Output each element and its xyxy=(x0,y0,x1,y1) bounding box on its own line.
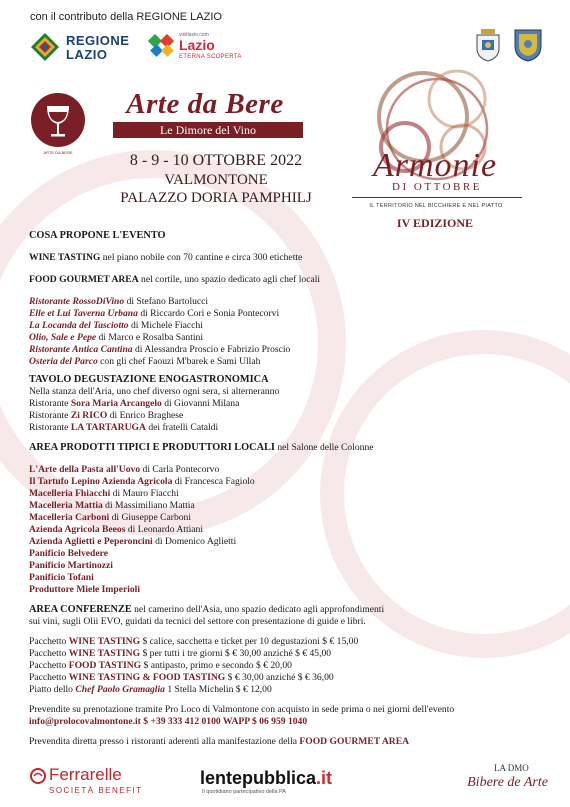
ferrarelle-swirl-icon xyxy=(30,768,46,784)
producer-owner: di Francesca Fagiolo xyxy=(172,476,255,487)
tavolo-prefix: Ristorante xyxy=(29,398,71,409)
restaurant-name: Ristorante RossoDiVino xyxy=(29,296,125,307)
lentepubblica-logo xyxy=(200,768,380,798)
producer-owner: di Carla Pontecorvo xyxy=(140,464,220,475)
producer-owner: di Giuseppe Carboni xyxy=(109,512,192,523)
producer-name: Azienda Aglietti e Peperoncini xyxy=(29,536,153,547)
producer-owner: di Mauro Fiacchi xyxy=(110,488,179,499)
tavolo-description: Nella stanza dell'Aria, uno chef diverso ogni sera, si alterneranno xyxy=(29,386,280,397)
producer-name: Azienda Agricola Beeos xyxy=(29,524,126,535)
package-detail: $ antipasto, primo e secondo $ € 20,00 xyxy=(141,660,292,671)
producer-name: L'Arte della Pasta all'Uovo xyxy=(29,464,141,475)
package-name: Chef Paolo Gramaglia xyxy=(75,684,165,695)
package-prefix: Pacchetto xyxy=(29,648,69,659)
regione-label: REGIONE xyxy=(66,33,130,48)
producer-name: Il Tartufo Lepino Azienda Agricola xyxy=(29,476,173,487)
area-conferenze-text: nel camerino dell'Asia, uno spazio dedicato agli approfondimenti xyxy=(131,604,385,615)
palazzo-crest-icon xyxy=(513,28,543,62)
restaurant-row xyxy=(29,296,208,308)
armonie-sub: DI OTTOBRE xyxy=(392,181,482,193)
event-dates: 8 - 9 - 10 OTTOBRE 2022 xyxy=(129,152,303,169)
package-name: FOOD TASTING xyxy=(68,660,142,671)
prevendite-info: Prevendite su prenotazione tramite Pro Loco di Valmontone con acquisto in sede prima o nei giorni dell'evento xyxy=(29,704,455,715)
restaurant-owner: con gli chef Faouzi M'barek e Sami Ullah xyxy=(97,356,261,367)
lazio-word: Lazio xyxy=(179,37,215,53)
producer-row xyxy=(29,560,113,572)
producer-row xyxy=(29,524,203,536)
producer-name: Panificio Martinozzi xyxy=(29,560,113,571)
bibere-de-arte-logo: Bibere de Arte xyxy=(467,775,548,790)
producer-row xyxy=(29,500,195,512)
producer-row xyxy=(29,548,108,560)
glass-logo-label: ARTE DA BERE xyxy=(43,150,73,155)
producer-row xyxy=(29,572,94,584)
package-detail: $ calice, sacchetta e ticket per 10 degustazioni $ € 15,00 xyxy=(140,636,359,647)
producer-row xyxy=(29,584,140,596)
edition-label: IV EDIZIONE xyxy=(396,216,474,230)
prevendita-diretta-line xyxy=(29,736,409,748)
restaurant-owner: di Michele Fiacchi xyxy=(128,320,203,331)
food-gourmet-text: nel cortile, uno spazio dedicato agli chef locali xyxy=(138,274,321,285)
lazio-eterna-scoperta-logo xyxy=(148,32,248,64)
restaurant-row xyxy=(29,332,203,344)
tavolo-row xyxy=(29,422,218,434)
producer-name: Macelleria Mattia xyxy=(29,500,103,511)
wine-tasting-text: nel piano nobile con 70 cantine e circa 300 etichette xyxy=(100,252,303,263)
wine-glass-logo-icon xyxy=(30,92,86,148)
package-row xyxy=(29,660,292,672)
ferrarelle-sub: SOCIETÀ BENEFIT xyxy=(49,786,143,795)
package-row xyxy=(29,636,358,648)
armonie-divider xyxy=(352,197,522,198)
tavolo-restaurant: LA TARTARUGA xyxy=(70,422,146,433)
producer-owner: di Leonardo Attiani xyxy=(125,524,204,535)
wine-tasting-label: WINE TASTING xyxy=(29,252,101,263)
package-name: WINE TASTING xyxy=(68,648,141,659)
tavolo-owner: di Enrico Braghese xyxy=(107,410,184,421)
lazio-sub: ETERNA SCOPERTA xyxy=(179,54,242,60)
tavolo-restaurant: Sora Maria Arcangelo xyxy=(70,398,162,409)
event-place-city: VALMONTONE xyxy=(164,172,268,188)
brand-title: Arte da Bere xyxy=(126,88,284,120)
tavolo-prefix: Ristorante xyxy=(29,422,71,433)
restaurant-owner: di Stefano Bartolucci xyxy=(124,296,209,307)
package-prefix: Pacchetto xyxy=(29,672,69,683)
section-tavolo: TAVOLO DEGUSTAZIONE ENOGASTRONOMICA xyxy=(29,374,269,385)
armonie-tagline: IL TERRITORIO NEL BICCHIERE E NEL PIATTO xyxy=(369,203,503,209)
section-area-conferenze xyxy=(29,604,384,616)
producer-row xyxy=(29,488,179,500)
area-conferenze-text-2: sui vini, sugli Olii EVO, guidati da tecnici del settore con presentazione di guide e libri. xyxy=(29,616,366,627)
package-prefix: Pacchetto xyxy=(29,660,69,671)
package-detail: $ per tutti i tre giorni $ € 30,00 anziché $ € 45,00 xyxy=(140,648,332,659)
restaurant-name: Olio, Sale e Pepe xyxy=(29,332,97,343)
package-row xyxy=(29,648,331,660)
package-prefix: Piatto dello xyxy=(29,684,76,695)
tavolo-owner: dei fratelli Cataldi xyxy=(145,422,219,433)
lazio-small-url: visitlazio.com xyxy=(179,32,209,38)
ferrarelle-logo xyxy=(30,765,170,799)
section-area-prodotti xyxy=(29,442,374,454)
armonie-title: Armonie xyxy=(372,147,498,184)
package-detail: $ € 30,00 anziché $ € 36,00 xyxy=(225,672,334,683)
producer-name: Macelleria Carboni xyxy=(29,512,110,523)
restaurant-row xyxy=(29,320,203,332)
producer-row xyxy=(29,512,191,524)
event-place-palazzo: PALAZZO DORIA PAMPHILJ xyxy=(120,190,312,206)
lazio-butterfly-icon xyxy=(148,34,176,60)
dmo-label: LA DMO xyxy=(494,763,529,773)
tavolo-prefix: Ristorante xyxy=(29,410,71,421)
package-name: WINE TASTING xyxy=(68,636,141,647)
food-gourmet-line xyxy=(29,274,320,286)
lentepubblica-it: .it xyxy=(316,768,333,788)
producer-owner: di Massimiliano Mattia xyxy=(102,500,195,511)
producer-name: Panificio Belvedere xyxy=(29,548,108,559)
restaurant-name: Elle et Lui Taverna Urbana xyxy=(29,308,138,319)
area-prodotti-text: nel Salone delle Colonne xyxy=(274,442,374,453)
producer-owner: di Domenico Aglietti xyxy=(152,536,237,547)
lentepubblica-name: lentepubblica xyxy=(200,768,317,788)
package-name: WINE TASTING & FOOD TASTING xyxy=(68,672,226,683)
lentepubblica-sub: Il quotidiano partecipativo della PA xyxy=(202,789,286,795)
ferrarelle-name: Ferrarelle xyxy=(49,765,122,784)
tavolo-owner: di Giovanni Milana xyxy=(161,398,240,409)
restaurant-row xyxy=(29,308,279,320)
area-conferenze-label: AREA CONFERENZE xyxy=(29,604,132,615)
restaurant-owner: di Riccardo Cori e Sonia Pontecorvi xyxy=(137,308,280,319)
wine-tasting-line xyxy=(29,252,302,264)
food-gourmet-label: FOOD GOURMET AREA xyxy=(29,274,139,285)
restaurant-owner: di Marco e Rosalba Santini xyxy=(96,332,203,343)
restaurant-name: Ristorante Antica Cantina xyxy=(29,344,133,355)
regione-lazio-emblem-icon xyxy=(30,32,60,62)
restaurant-name: Osteria del Parco xyxy=(29,356,98,367)
regione-lazio-logo xyxy=(30,32,140,64)
restaurant-owner: di Alessandra Proscio e Fabrizio Proscio xyxy=(132,344,291,355)
producer-name: Panificio Tofani xyxy=(29,572,94,583)
package-detail: 1 Stella Michelin $ € 12,00 xyxy=(164,684,272,695)
restaurant-row xyxy=(29,344,290,356)
tavolo-restaurant: Zi RICO xyxy=(70,410,108,421)
contribution-text: con il contributo della REGIONE LAZIO xyxy=(30,11,222,23)
tavolo-row xyxy=(29,410,183,422)
brand-subtitle: Le Dimore del Vino xyxy=(113,122,303,138)
restaurant-row xyxy=(29,356,260,368)
package-row xyxy=(29,684,272,696)
tavolo-row xyxy=(29,398,239,410)
producer-row xyxy=(29,536,236,548)
producer-name: Macelleria Fhiacchi xyxy=(29,488,111,499)
prevendita-diretta-text: Prevendita diretta presso i ristoranti aderenti alla manifestazione della xyxy=(29,736,300,747)
area-prodotti-label: AREA PRODOTTI TIPICI E PRODUTTORI LOCALI xyxy=(29,442,275,453)
prevendite-contacts[interactable]: info@prolocovalmontone.it $ +39 333 412 0100 WAPP $ 06 959 1040 xyxy=(29,716,308,727)
package-prefix: Pacchetto xyxy=(29,636,69,647)
lazio-label: LAZIO xyxy=(66,47,108,62)
prevendita-diretta-area: FOOD GOURMET AREA xyxy=(299,736,410,747)
producer-row xyxy=(29,464,219,476)
restaurant-name: La Locanda del Tasciotto xyxy=(29,320,129,331)
producer-row xyxy=(29,476,255,488)
package-row xyxy=(29,672,334,684)
producer-name: Produttore Miele Imperioli xyxy=(29,584,141,595)
section-cosa-propone: COSA PROPONE L'EVENTO xyxy=(29,230,166,241)
